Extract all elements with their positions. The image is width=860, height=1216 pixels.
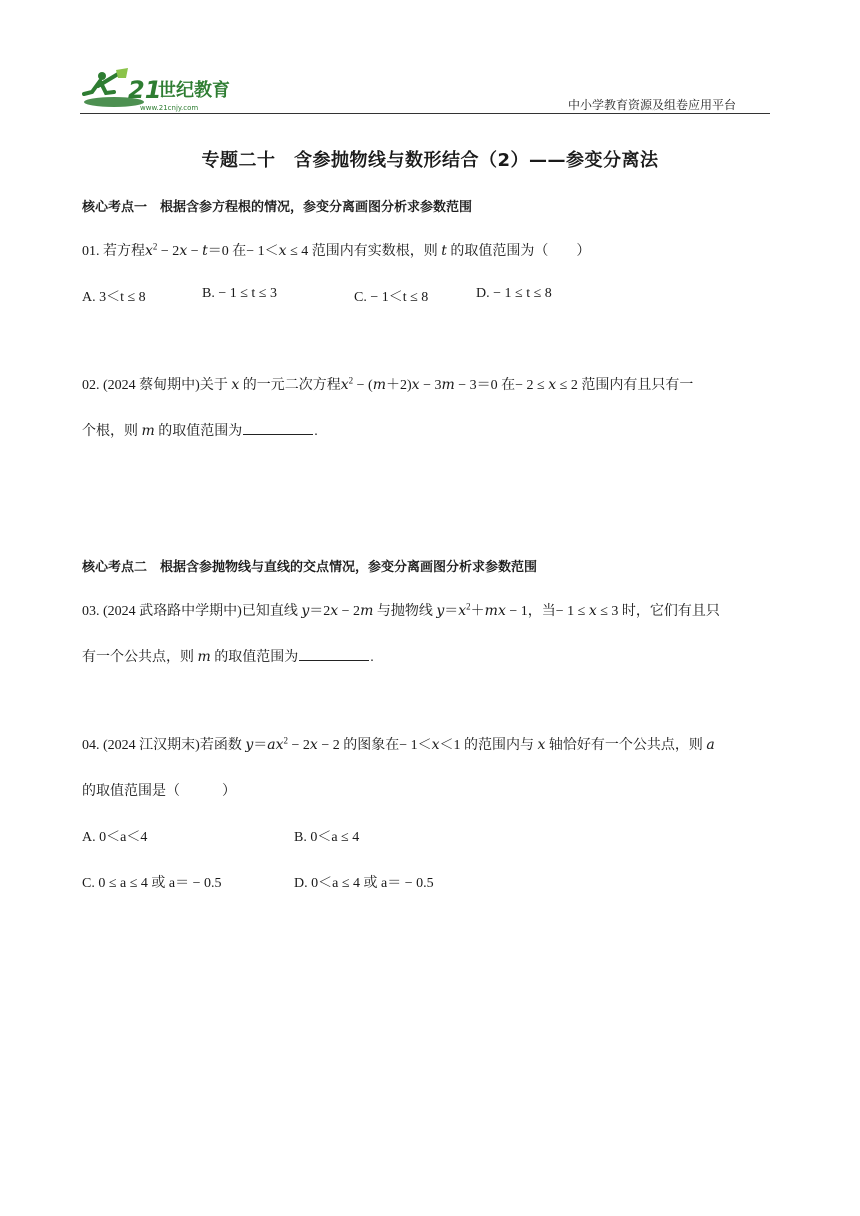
logo [80,66,250,114]
question-3-stem: 03. (2024 武珞路中学期中)已知直线 y＝2x − 2m 与抛物线 $y=x^2+mx - 1$，当− 1 ≤ x ≤ 3 时，它们有且只 [82,601,720,619]
question-1-number: 01. [82,244,100,259]
question-4-option-b[interactable]: B. 0＜a ≤ 4 [294,830,360,845]
question-2-stem-cont: 个根，则 m 的取值范围为 . [82,423,318,439]
page-header [80,66,770,114]
question-3-number: 03. [82,604,100,619]
question-4-option-c[interactable]: C. 0 ≤ a ≤ 4 或 a＝ − 0.5 [82,876,222,891]
question-4-stem: 04. (2024 江汉期末)若函数 $y=ax^2 - 2x - 2$ 的图象在− 1＜x＜1 的范围内与 x 轴恰好有一个公共点，则 a [82,735,715,753]
question-3-source: (2024 武珞路中学期中) [103,604,242,619]
question-4-stem-cont: 的取值范围是（ ） [82,784,236,799]
question-1-option-a[interactable]: A. 3＜t ≤ 8 [82,290,146,305]
question-4-option-a[interactable]: A. 0＜a＜4 [82,830,148,845]
question-2-stem: 02. (2024 蔡甸期中)关于 x 的一元二次方程$x^2 - (m+2)x - 3m - 3=0$ 在− 2 ≤ x ≤ 2 范围内有且只有一 [82,375,694,393]
platform-name: 中小学教育资源及组卷应用平台 [567,98,736,112]
section-heading-2: 核心考点二 根据含参抛物线与直线的交点情况，参变分离画图分析求参数范围 [82,560,538,575]
question-1-option-c[interactable]: C. − 1＜t ≤ 8 [354,290,429,305]
svg-text:21: 21 [128,76,162,104]
question-1-stem: 01. 若方程$x^2 - 2x - t=0$ 在− 1＜x ≤ 4 范围内有实数根，则 t 的取值范围为（ ） [82,241,591,259]
question-4-number: 04. [82,738,100,753]
answer-blank[interactable] [243,422,313,435]
runner-logo-icon [80,66,250,114]
header-divider [80,113,770,114]
page-title: 专题二十 含参抛物线与数形结合（2）——参变分离法 [201,150,659,171]
question-1-option-b[interactable]: B. − 1 ≤ t ≤ 3 [202,286,277,301]
question-2-source: (2024 蔡甸期中) [103,378,200,393]
section-heading-1: 核心考点一 根据含参方程根的情况，参变分离画图分析求参数范围 [82,200,473,215]
question-4-source: (2024 江汉期末) [103,738,200,753]
svg-text:世纪教育: 世纪教育 [158,80,230,101]
svg-text:www.21cnjy.com: www.21cnjy.com [140,104,199,112]
question-4-option-d[interactable]: D. 0＜a ≤ 4 或 a＝ − 0.5 [294,876,434,891]
question-2-number: 02. [82,378,100,393]
answer-blank[interactable] [299,648,369,661]
question-3-stem-cont: 有一个公共点，则 m 的取值范围为 . [82,649,374,665]
question-1-option-d[interactable]: D. − 1 ≤ t ≤ 8 [476,286,552,301]
